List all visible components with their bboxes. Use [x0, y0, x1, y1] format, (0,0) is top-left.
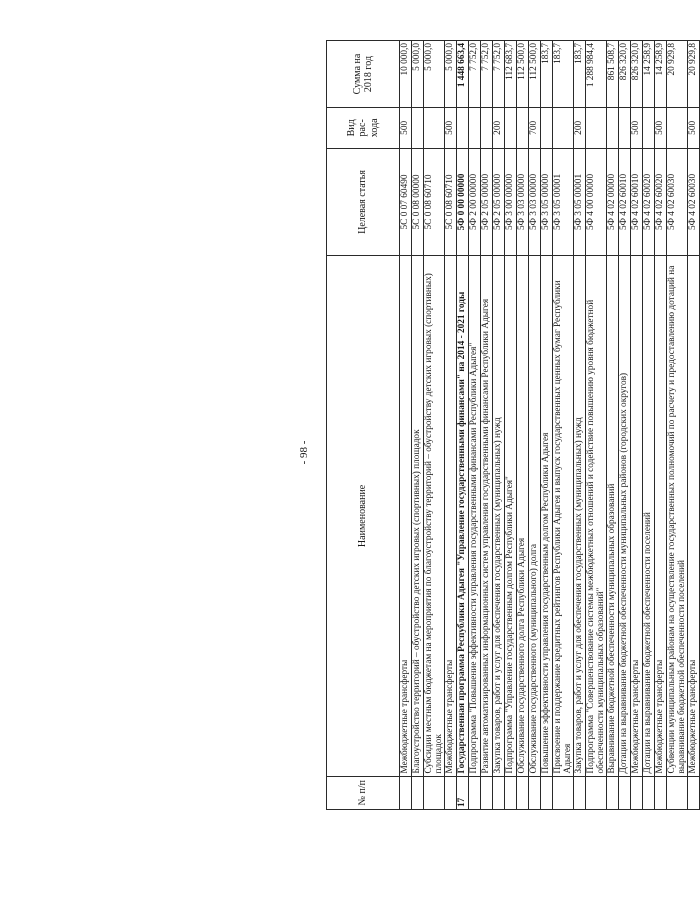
row-expense-type	[505, 108, 517, 149]
row-name: Государственная программа Республики Адыгея "Управление государственными финансами" на 2014 - 2021 годы	[457, 256, 469, 776]
row-code: 5Ф 3 05 00001	[553, 148, 574, 256]
table-row	[688, 41, 700, 810]
row-code: 5Ф 4 02 60020	[655, 148, 667, 256]
table-row	[412, 41, 424, 810]
row-expense-type	[643, 108, 655, 149]
row-sum: 10 000,0	[400, 41, 412, 108]
row-number	[481, 776, 493, 809]
table-row	[457, 41, 469, 810]
row-sum: 112 683,7	[505, 41, 517, 108]
row-code: 5Ф 4 02 00000	[607, 148, 619, 256]
row-code: 5Ф 0 00 00000	[457, 148, 469, 256]
row-sum: 1 448 663,4	[457, 41, 469, 108]
table-row	[631, 41, 643, 810]
col-header-number: № п/п	[327, 776, 400, 809]
row-name: Развитие автоматизированных информационных систем управления государственными финансами Республики Адыгея	[481, 256, 493, 776]
table-row	[643, 41, 655, 810]
row-number	[445, 776, 457, 809]
row-code: 5Ф 3 03 00000	[517, 148, 529, 256]
row-expense-type: 500	[655, 108, 667, 149]
row-number	[586, 776, 607, 809]
row-number	[493, 776, 505, 809]
row-expense-type	[667, 108, 688, 149]
table-body	[400, 41, 700, 810]
table-row	[505, 41, 517, 810]
row-number	[574, 776, 586, 809]
row-expense-type	[481, 108, 493, 149]
row-code: 5Ф 4 02 60020	[643, 148, 655, 256]
row-sum: 7 752,0	[481, 41, 493, 108]
row-number	[424, 776, 445, 809]
row-expense-type: 700	[529, 108, 541, 149]
row-code: 5Ф 3 05 00000	[541, 148, 553, 256]
row-sum: 112 500,0	[517, 41, 529, 108]
row-name: Подпрограмма "Повышение эффективности управления государственными финансами Республики Адыгея"	[469, 256, 481, 776]
row-sum: 826 320,0	[631, 41, 643, 108]
row-number	[529, 776, 541, 809]
col-header-code: Целевая статья	[327, 148, 400, 256]
row-sum: 14 258,9	[643, 41, 655, 108]
table-row	[619, 41, 631, 810]
row-code: 5Ф 4 02 60010	[619, 148, 631, 256]
row-expense-type	[412, 108, 424, 149]
table-row	[400, 41, 412, 810]
row-number	[469, 776, 481, 809]
row-code: 5Ф 4 02 60030	[688, 148, 700, 256]
page-number: - 98 -	[298, 440, 310, 465]
row-name: Закупка товаров, работ и услуг для обеспечения государственных (муниципальных) нужд	[493, 256, 505, 776]
row-name: Подпрограмма "Совершенствование системы межбюджетных отношений и содействие повышению уровня бюджетной обеспеченности муниципальных образований"	[586, 256, 607, 776]
row-name: Присвоение и поддержание кредитных рейтингов Республики Адыгея и выпуск государственных ценных бумаг Республики Адыгея	[553, 256, 574, 776]
table-row	[445, 41, 457, 810]
row-sum: 20 929,8	[688, 41, 700, 108]
table-header-row	[327, 41, 400, 810]
table-row	[517, 41, 529, 810]
row-number	[688, 776, 700, 809]
row-name: Обслуживание государственного долга Республики Адыгея	[517, 256, 529, 776]
table-row	[586, 41, 607, 810]
budget-table	[326, 40, 700, 810]
row-sum: 20 929,8	[667, 41, 688, 108]
row-code: 5С 0 07 60490	[400, 148, 412, 256]
row-sum: 5 000,0	[424, 41, 445, 108]
row-code: 5Ф 3 00 00000	[505, 148, 517, 256]
col-header-expense-type: Вид рас-хода	[327, 108, 400, 149]
row-name: Межбюджетные трансферты	[631, 256, 643, 776]
row-number	[553, 776, 574, 809]
table-row	[424, 41, 445, 810]
table-row	[541, 41, 553, 810]
row-expense-type	[541, 108, 553, 149]
row-name: Закупка товаров, работ и услуг для обеспечения государственных (муниципальных) нужд	[574, 256, 586, 776]
row-expense-type	[469, 108, 481, 149]
row-sum: 112 500,0	[529, 41, 541, 108]
row-number: 17	[457, 776, 469, 809]
row-code: 5Ф 4 02 60010	[631, 148, 643, 256]
row-expense-type: 500	[688, 108, 700, 149]
table-row	[607, 41, 619, 810]
table-row	[655, 41, 667, 810]
row-sum: 5 000,0	[412, 41, 424, 108]
row-name: Дотации на выравнивание бюджетной обеспеченности муниципальных районов (городских округов)	[619, 256, 631, 776]
table-row	[553, 41, 574, 810]
row-sum: 183,7	[541, 41, 553, 108]
table-row	[481, 41, 493, 810]
row-code: 5С 0 08 60710	[424, 148, 445, 256]
row-number	[541, 776, 553, 809]
row-name: Субсидии местным бюджетам на мероприятия по благоустройству территорий – обустройству детских игровых (спортивных) площадок	[424, 256, 445, 776]
row-number	[667, 776, 688, 809]
row-name: Субвенции муниципальным районам на осуществление государственных полномочий по расчету и предоставлению дотаций на выравнивание бюджетной обеспеченности поселений	[667, 256, 688, 776]
row-sum: 7 752,0	[493, 41, 505, 108]
row-code: 5С 0 08 00000	[412, 148, 424, 256]
row-number	[655, 776, 667, 809]
row-expense-type: 500	[631, 108, 643, 149]
row-expense-type: 500	[445, 108, 457, 149]
row-name: Межбюджетные трансферты	[655, 256, 667, 776]
row-expense-type	[424, 108, 445, 149]
row-number	[505, 776, 517, 809]
row-code: 5Ф 4 02 60030	[667, 148, 688, 256]
row-code: 5Ф 2 00 00000	[469, 148, 481, 256]
row-sum: 826 320,0	[619, 41, 631, 108]
row-expense-type	[553, 108, 574, 149]
row-code: 5Ф 4 00 00000	[586, 148, 607, 256]
row-number	[631, 776, 643, 809]
table-row	[529, 41, 541, 810]
row-sum: 5 000,0	[445, 41, 457, 108]
table-row	[469, 41, 481, 810]
row-expense-type: 200	[574, 108, 586, 149]
row-name: Выравнивание бюджетной обеспеченности муниципальных образований	[607, 256, 619, 776]
row-name: Повышение эффективности управления государственным долгом Республики Адыгея	[541, 256, 553, 776]
row-sum: 14 258,9	[655, 41, 667, 108]
row-name: Подпрограмма "Управление государственным долгом Республики Адыгея"	[505, 256, 517, 776]
row-name: Дотации на выравнивание бюджетной обеспеченности поселений	[643, 256, 655, 776]
row-number	[607, 776, 619, 809]
row-expense-type: 200	[493, 108, 505, 149]
row-number	[517, 776, 529, 809]
row-sum: 7 752,0	[469, 41, 481, 108]
row-name: Межбюджетные трансферты	[400, 256, 412, 776]
col-header-name: Наименование	[327, 256, 400, 776]
row-code: 5Ф 3 03 00000	[529, 148, 541, 256]
row-sum: 861 508,7	[607, 41, 619, 108]
row-sum: 1 288 984,4	[586, 41, 607, 108]
table-row	[667, 41, 688, 810]
row-sum: 183,7	[574, 41, 586, 108]
row-expense-type	[457, 108, 469, 149]
row-number	[643, 776, 655, 809]
row-name: Благоустройство территорий – обустройство детских игровых (спортивных) площадок	[412, 256, 424, 776]
row-name: Обслуживание государственного (муниципального) долга	[529, 256, 541, 776]
col-header-sum: Сумма на 2018 год	[327, 41, 400, 108]
row-name: Межбюджетные трансферты	[445, 256, 457, 776]
row-name: Межбюджетные трансферты	[688, 256, 700, 776]
row-number	[412, 776, 424, 809]
row-number	[400, 776, 412, 809]
row-expense-type: 500	[400, 108, 412, 149]
table-row	[493, 41, 505, 810]
row-expense-type	[586, 108, 607, 149]
row-expense-type	[517, 108, 529, 149]
table-row	[574, 41, 586, 810]
row-number	[619, 776, 631, 809]
row-expense-type	[619, 108, 631, 149]
row-code: 5С 0 08 60710	[445, 148, 457, 256]
row-code: 5Ф 2 05 00000	[481, 148, 493, 256]
row-code: 5Ф 3 05 00001	[574, 148, 586, 256]
row-expense-type	[607, 108, 619, 149]
row-code: 5Ф 2 05 00000	[493, 148, 505, 256]
row-sum: 183,7	[553, 41, 574, 108]
